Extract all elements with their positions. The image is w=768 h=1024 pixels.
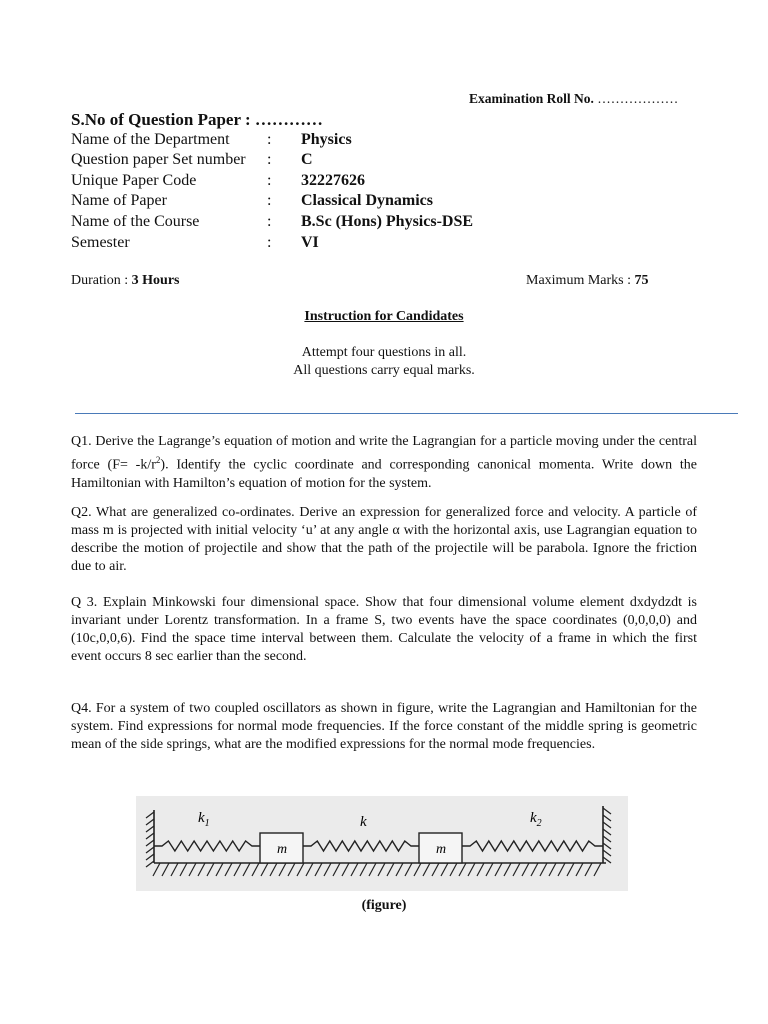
- info-colon: :: [267, 172, 272, 189]
- max-marks-label: Maximum Marks :: [526, 273, 631, 288]
- exam-roll-number: [469, 91, 678, 107]
- question-4: Q4. For a system of two coupled oscillators as shown in figure, write the Lagrangian and Hamiltonian for the system. Find expressions for normal mode frequencies. If the force constant of the middle spring is geometric mean of the side springs, what are the modified expressions for the normal mode frequencies.: [71, 701, 697, 752]
- info-colon: :: [267, 151, 272, 168]
- q1-text-part2: ). Identify the cyclic coordinate and corresponding canonical momenta. Write down the Hamiltonian with Hamilton’s equation of motion for the system.: [71, 457, 697, 491]
- info-colon: :: [267, 131, 272, 148]
- info-colon: :: [267, 234, 272, 251]
- duration-label: Duration :: [71, 273, 129, 288]
- info-row-set-number: [71, 151, 671, 172]
- info-value: VI: [301, 234, 319, 251]
- question-3: Q 3. Explain Minkowski four dimensional space. Show that four dimensional volume element dxdydzdt is invariant under Lorentz transformation. In a frame S, two events have the space coordinates (0,0,0,0) and (10c,0,0,6). Find the space time interval between them. Calculate the velocity of a frame in which the first event occurs 8 sec earlier than the second.: [71, 595, 697, 664]
- info-value: 32227626: [301, 172, 365, 189]
- oscillator-diagram: [136, 796, 628, 891]
- k1-base: k: [198, 810, 205, 826]
- instruction-line: All questions carry equal marks.: [293, 363, 475, 378]
- info-value: Physics: [301, 131, 352, 148]
- question-1: [71, 433, 697, 493]
- info-row-course: [71, 213, 671, 234]
- info-row-semester: [71, 234, 671, 255]
- info-label: Question paper Set number: [71, 151, 246, 168]
- roll-value: ………………: [597, 91, 679, 106]
- duration-value: 3 Hours: [131, 273, 180, 288]
- duration: [71, 273, 180, 289]
- info-row-department: [71, 131, 671, 152]
- coupled-oscillators-figure: [136, 796, 628, 891]
- k2-base: k: [530, 810, 537, 826]
- sno-label: S.No of Question Paper: [71, 110, 241, 129]
- info-label: Unique Paper Code: [71, 172, 197, 189]
- info-row-paper-name: [71, 192, 671, 213]
- divider: [75, 413, 738, 414]
- roll-label: Examination Roll No.: [469, 91, 594, 106]
- sno-value: …………: [254, 110, 323, 129]
- max-marks-value: 75: [634, 273, 649, 288]
- info-row-paper-code: [71, 172, 671, 193]
- info-value: Classical Dynamics: [301, 192, 433, 209]
- info-colon: :: [267, 213, 272, 230]
- mass-label-1: m: [276, 842, 288, 857]
- info-label: Semester: [71, 234, 130, 251]
- instruction-line: Attempt four questions in all.: [301, 345, 467, 360]
- spring-constant-k: k: [360, 814, 367, 830]
- q1-superscript: 2: [155, 455, 161, 465]
- instructions-heading: Instruction for Candidates: [304, 309, 464, 324]
- info-label: Name of the Department: [71, 131, 230, 148]
- info-colon: :: [267, 192, 272, 209]
- maximum-marks: [526, 273, 649, 289]
- sno-colon: :: [244, 110, 251, 129]
- info-label: Name of Paper: [71, 192, 167, 209]
- q1-text-part1: Q1. Derive the Lagrange’s equation of motion and write the Lagrangian for a particle moving under the central force (F= -k/r: [71, 434, 697, 473]
- k2-subscript: 2: [536, 818, 542, 829]
- question-paper-serial: [71, 110, 323, 130]
- figure-caption: (figure): [361, 898, 407, 913]
- question-2: Q2. What are generalized co-ordinates. Derive an expression for generalized force and velocity. A particle of mass m is projected with initial velocity ‘u’ at any angle α with the horizontal axis, use Lagrangian equation to describe the motion of projectile and show that the path of the projectile will be parabola. Ignore the friction due to air.: [71, 505, 697, 574]
- k1-subscript: 1: [204, 818, 210, 829]
- mass-label-2: m: [435, 842, 447, 857]
- info-value: B.Sc (Hons) Physics-DSE: [301, 213, 474, 230]
- info-value: C: [301, 151, 313, 168]
- info-label: Name of the Course: [71, 213, 200, 230]
